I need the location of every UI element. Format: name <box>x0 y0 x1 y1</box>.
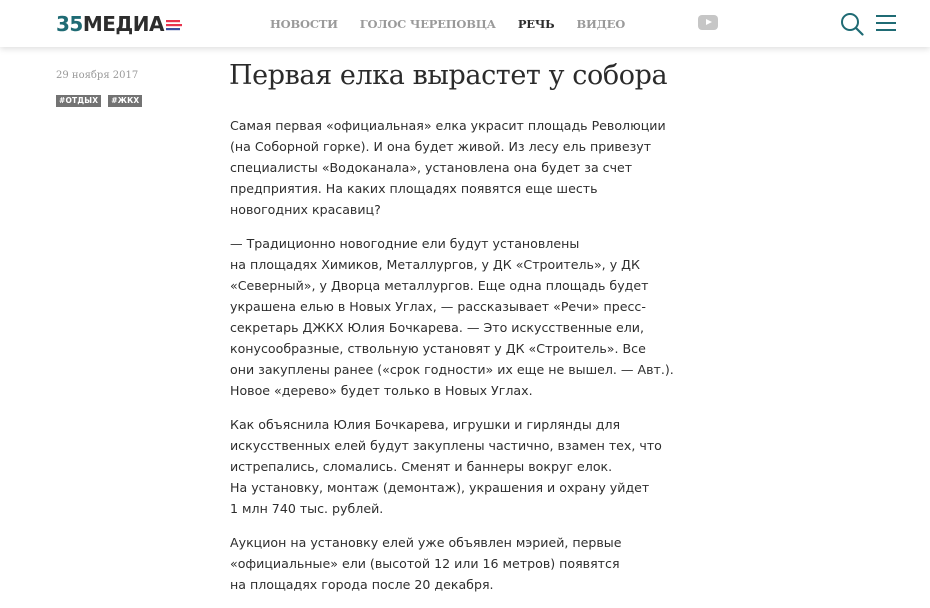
paragraph <box>230 532 700 595</box>
paragraph <box>230 414 700 519</box>
paragraph-line: на площадях города после 20 декабря. <box>230 577 494 592</box>
menu-icon[interactable] <box>876 13 896 33</box>
paragraph-line: Новое «дерево» будет только в Новых Углах. <box>230 383 533 398</box>
nav-item-golos[interactable]: ГОЛОС ЧЕРЕПОВЦА <box>359 17 496 31</box>
article-date: 29 ноября 2017 <box>56 70 139 81</box>
paragraph-line: «официальные» ели (высотой 12 или 16 метров) появятся <box>230 556 620 571</box>
paragraph-line: Самая первая «официальная» елка украсит площадь Революции <box>230 118 666 133</box>
paragraph-line: 1 млн 740 тыс. рублей. <box>230 501 384 516</box>
paragraph-line: Как объяснила Юлия Бочкарева, игрушки и гирлянды для <box>230 417 621 432</box>
main-nav <box>270 17 647 31</box>
paragraph-line: (на Соборной горке). И она будет живой. Из лесу ель привезут <box>230 139 652 154</box>
logo-number: 35 <box>56 12 83 36</box>
paragraph-line: украшена елью в Новых Углах, — рассказывает «Речи» пресс- <box>230 299 646 314</box>
paragraph-line: они закуплены ранее («срок годности» их еще не вышел. — Авт.). <box>230 362 674 377</box>
paragraph-line: на площадях Химиков, Металлургов, у ДК «Строитель», у ДК <box>230 257 640 272</box>
nav-item-rech[interactable]: РЕЧЬ <box>517 17 555 31</box>
paragraph-line: искусственных елей будут закуплены частично, взамен тех, что <box>230 438 662 453</box>
search-icon[interactable] <box>840 12 864 36</box>
nav-item-video[interactable]: ВИДЕО <box>576 17 626 31</box>
paragraph-line: На установку, монтаж (демонтаж), украшения и охрану уйдет <box>230 480 650 495</box>
paragraph-line: предприятия. На каких площадях появятся еще шесть <box>230 181 598 196</box>
tag-otdyh[interactable]: #ОТДЫХ <box>56 95 101 107</box>
site-header <box>0 0 930 47</box>
paragraph-line: Аукцион на установку елей уже объявлен мэрией, первые <box>230 535 622 550</box>
paragraph-line: новогодних красавиц? <box>230 202 381 217</box>
youtube-icon[interactable] <box>698 15 718 30</box>
paragraph <box>230 233 700 401</box>
paragraph-line: «Северный», у Дворца металлургов. Еще одна площадь будет <box>230 278 649 293</box>
paragraph <box>230 115 700 220</box>
article-tags <box>56 95 149 107</box>
logo-stripes-icon <box>166 19 182 31</box>
paragraph-line: специалисты «Водоканала», установлена она будет за счет <box>230 160 633 175</box>
paragraph-line: — Традиционно новогодние ели будут установлены <box>230 236 580 251</box>
site-logo[interactable] <box>56 12 182 36</box>
tag-zhkh[interactable]: #ЖКХ <box>108 95 142 107</box>
article-body <box>230 115 700 608</box>
paragraph-line: секретарь ДЖКХ Юлия Бочкарева. — Это искусственные ели, <box>230 320 644 335</box>
nav-item-news[interactable]: НОВОСТИ <box>270 17 338 31</box>
logo-word: МЕДИА <box>82 12 164 36</box>
article-title: Первая елка вырастет у собора <box>229 60 668 91</box>
paragraph-line: истрепались, сломались. Сменят и баннеры вокруг елок. <box>230 459 613 474</box>
paragraph-line: конусообразные, ствольную установят у ДК «Строитель». Все <box>230 341 646 356</box>
